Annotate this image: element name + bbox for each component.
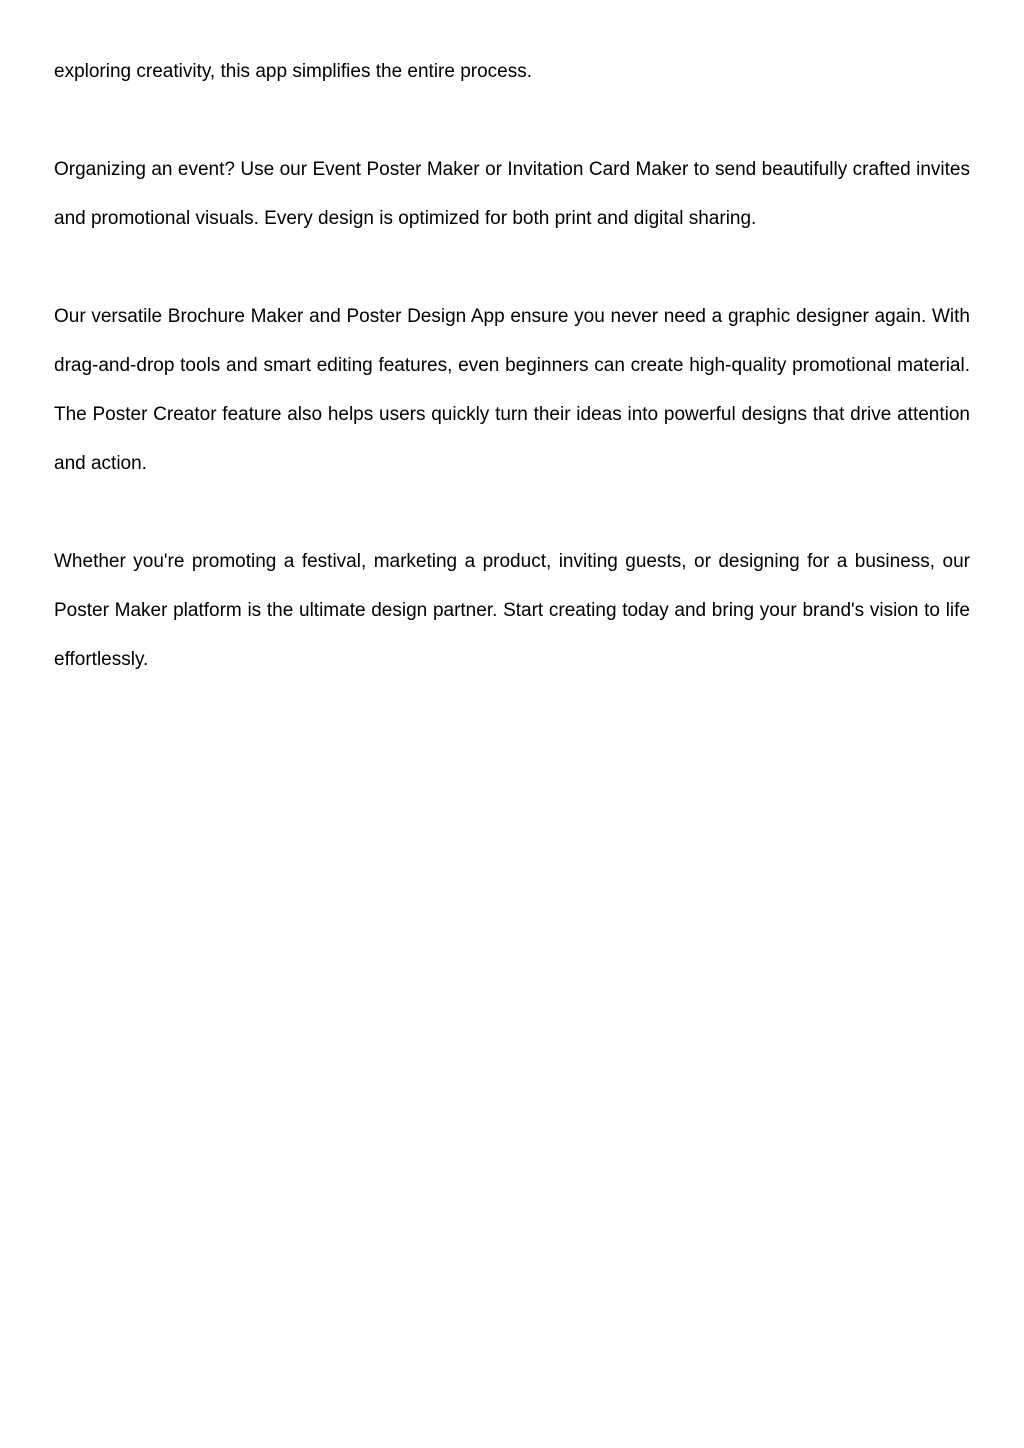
- document-page: [54, 47, 970, 684]
- paragraph-brochure-maker: Our versatile Brochure Maker and Poster Design App ensure you never need a graphic designer again. With drag-and-drop tools and smart editing features, even beginners can create high-quality promotional material. The Poster Creator feature also helps users quickly turn their ideas into powerful designs that drive attention and action.: [54, 306, 970, 474]
- paragraph-continuation: exploring creativity, this app simplifies the entire process.: [54, 61, 533, 82]
- paragraph-closing: Whether you're promoting a festival, marketing a product, inviting guests, or designing for a business, our Poster Maker platform is the ultimate design partner. Start creating today and bring your brand's vision to life effortlessly.: [54, 551, 970, 670]
- paragraph-event-poster: Organizing an event? Use our Event Poster Maker or Invitation Card Maker to send beautifully crafted invites and promotional visuals. Every design is optimized for both print and digital sharing.: [54, 159, 970, 229]
